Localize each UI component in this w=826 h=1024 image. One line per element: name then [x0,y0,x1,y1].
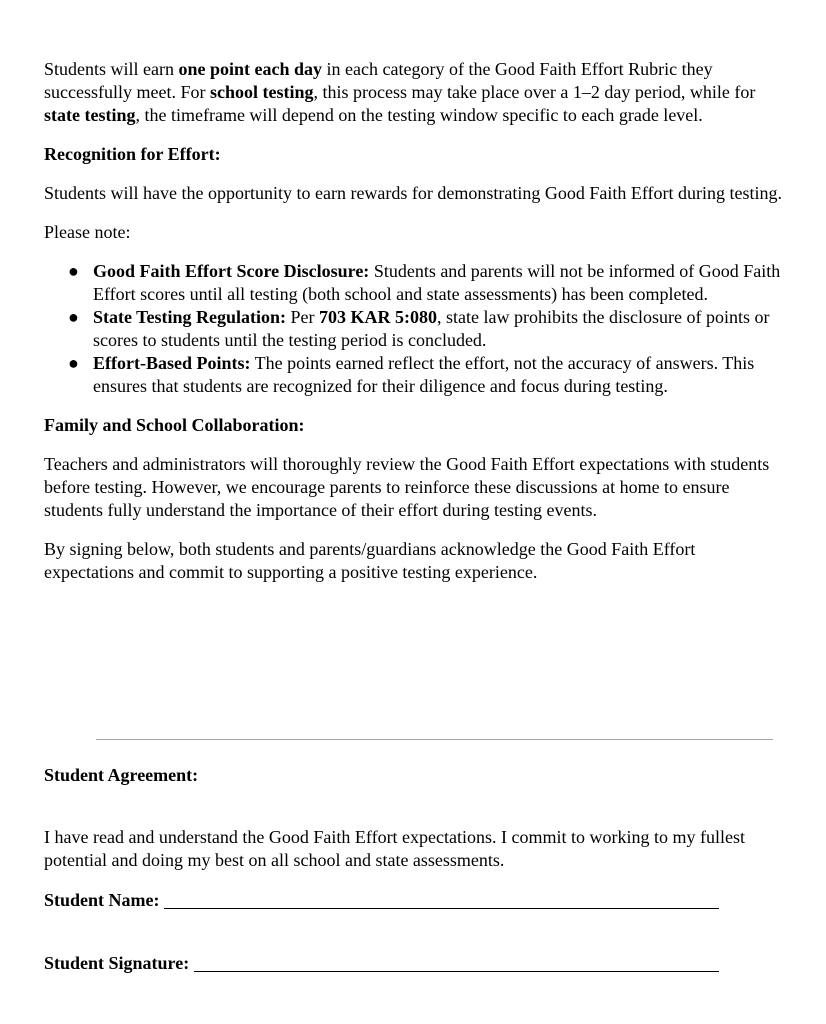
student-signature-label: Student Signature: [44,953,190,973]
intro-text-1: Students will earn [44,59,179,79]
intro-bold-1: one point each day [178,59,323,79]
student-signature-field[interactable] [194,969,719,972]
student-name-field[interactable] [164,906,719,909]
note-label: State Testing Regulation: [93,307,287,327]
please-note-label: Please note: [44,222,131,242]
note-text-pre: Per [286,307,320,327]
list-item [44,352,784,398]
note-label: Good Faith Effort Score Disclosure: [93,261,370,281]
intro-text-2: in each category of the Good Faith Effort Rubric they successfully meet. For [44,59,713,102]
section-divider [96,739,773,740]
bullet-icon: ● [68,353,79,373]
signing-paragraph: By signing below, both students and parents/guardians acknowledge the Good Faith Effort expectations and commit to supporting a positive testing experience. [44,539,696,582]
student-agreement-heading: Student Agreement: [44,765,199,785]
notes-list [44,260,784,398]
note-text: The points earned reflect the effort, not the accuracy of answers. This ensures that students are recognized for their diligence and focus during testing. [93,353,755,396]
list-item [44,306,784,352]
document-body [44,58,784,600]
note-text: , state law prohibits the disclosure of points or scores to students until the testing period is concluded. [93,307,770,350]
intro-bold-2: school testing [209,82,314,102]
recognition-heading: Recognition for Effort: [44,144,221,164]
collaboration-heading: Family and School Collaboration: [44,415,305,435]
bullet-icon: ● [68,307,79,327]
intro-bold-3: state testing [44,105,136,125]
student-agreement-paragraph: I have read and understand the Good Faith Effort expectations. I commit to working to my fullest potential and doing my best on all school and state assessments. [44,827,745,870]
note-label: Effort-Based Points: [93,353,251,373]
student-name-label: Student Name: [44,890,160,910]
student-signature-row [44,952,784,975]
collaboration-paragraph: Teachers and administrators will thoroughly review the Good Faith Effort expectations with students before testing. However, we encourage parents to reinforce these discussions at home to ensure students fully understand the importance of their effort during testing events. [44,454,770,520]
recognition-paragraph: Students will have the opportunity to earn rewards for demonstrating Good Faith Effort during testing. [44,183,783,203]
note-text: Students and parents will not be informed of Good Faith Effort scores until all testing (both school and state assessments) has been completed. [93,261,781,304]
intro-paragraph [44,58,784,127]
list-item [44,260,784,306]
student-name-row [44,889,784,912]
bullet-icon: ● [68,261,79,281]
regulation-reference: 703 KAR 5:080 [319,307,438,327]
intro-text-3: , this process may take place over a 1–2 day period, while for [313,82,756,102]
intro-text-4: , the timeframe will depend on the testing window specific to each grade level. [135,105,703,125]
